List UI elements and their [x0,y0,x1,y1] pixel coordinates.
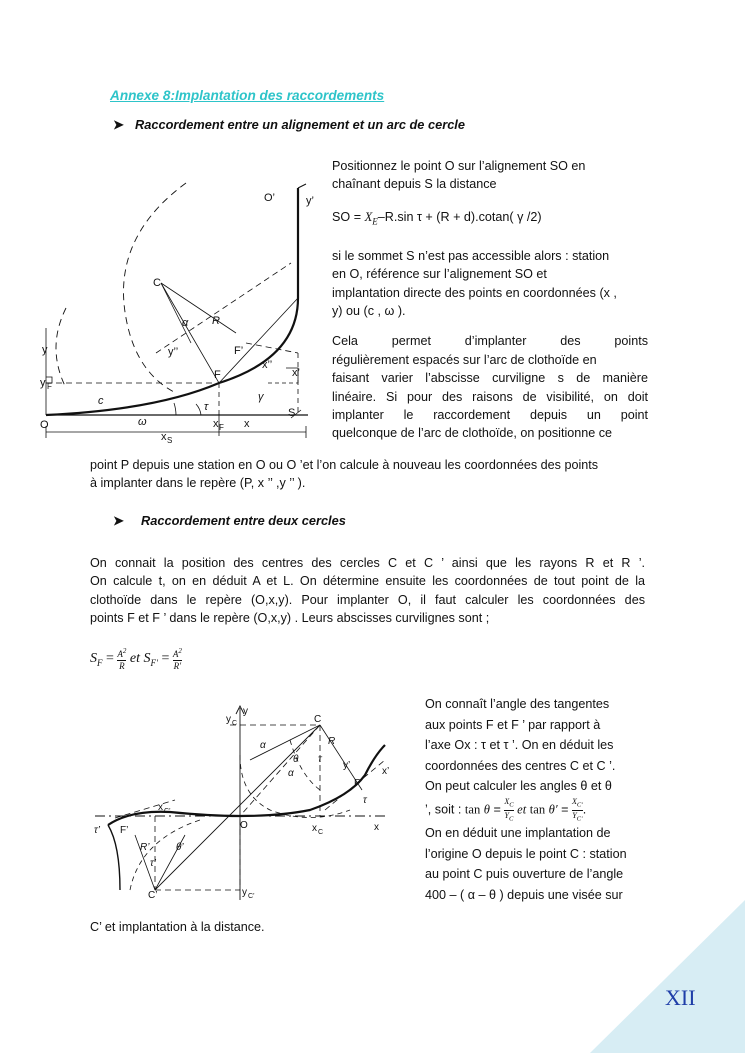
svg-text:α: α [182,317,189,329]
svg-text:τ’: τ’ [94,825,100,836]
svg-text:τ: τ [204,401,209,413]
svg-text:α: α [288,768,294,779]
svg-text:x: x [161,431,167,443]
svg-text:x’: x’ [292,367,300,379]
svg-text:x: x [158,802,163,813]
svg-text:x: x [374,822,379,833]
svg-text:y’: y’ [343,760,351,771]
svg-text:F’: F’ [120,825,129,836]
svg-text:γ: γ [258,391,264,403]
svg-text:F: F [214,369,221,381]
svg-text:x: x [213,418,219,430]
svg-text:F: F [219,423,224,432]
section2-right-text: On connaît l’angle des tangentes aux points F et F ’ par rapport à l’axe Ox : τ et τ ’. On en déduit les coordonnées des centres C et C ’. On peut calculer les angles θ et θ ’, soit : tan θ = $\frac{X_C}{Y_C}$ et tan θ′ = $\frac{X_{C'}}{Y_{C'}}$ . On en déduit une implantation de l’origine O depuis le point C : station au point C puis ouverture de l’angle 400 – ( α – θ ) depuis une visée sur [425,694,655,906]
clothoid-figure-2 [90,700,400,905]
section1-text-cont: point P depuis une station en O ou O ’et l’on calcule à nouveau les coordonnées des points à implanter dans le repère (P, x ’’ ,y ’’ ). [90,458,599,491]
annex-heading [110,88,384,103]
section1-heading: ➤ Raccordement entre un alignement et un arc de cercle [113,117,465,132]
svg-text:y’: y’ [306,195,314,207]
label-o-prime: O’ [264,192,275,204]
svg-text:R: R [328,736,336,747]
section1-text: Positionnez le point O sur l’alignement SO en chaînant depuis S la distance SO = $X_E-R.\sin$ τ + (R + d).cotan( γ /2) si le sommet S n’est pas accessible alors : station en O, référence sur l’alignement SO et implantation directe des points en coordonnées (x , y) ou (c , ω ). Cela permet d’implanter des points régulièrement espacés sur l’arc de clothoïde en faisant varier l’abscisse curviligne s de manière linéaire. Si pour des raisons de visibilité, on doit implanter le raccordement depuis un point quelconque de l’arc de clothoïde, on positionne ce [332,159,648,441]
svg-text:c: c [98,395,104,407]
svg-text:y’’: y’’ [168,346,179,358]
svg-text:θ: θ [293,754,299,765]
svg-text:x’: x’ [382,766,390,777]
svg-text:y: y [42,344,48,356]
svg-text:C: C [318,829,324,836]
section2-intro: On connait la position des centres des cercles C et C ’ ainsi que les rayons R et R ’. On calcule t, on en déduit A et L. On détermine ensuite les coordonnées de tout point de la clothoïde dans le repère (O,x,y). Pour implanter O, il faut calculer les coordonnées des points F et F ’ dans le repère (O,x,y) . Leurs abscisses curvilignes sont ; [90,556,645,626]
page-number: XII [665,985,696,1010]
svg-text:O: O [240,820,248,831]
svg-text:ω: ω [138,416,147,428]
svg-text:α: α [260,740,266,751]
svg-text:τ: τ [363,795,367,806]
svg-text:C: C [153,277,161,289]
svg-text:S: S [167,436,173,445]
annex-label: Annexe 8: [110,88,175,103]
svg-text:F: F [354,778,361,789]
svg-text:τ: τ [318,754,322,765]
svg-text:y: y [242,887,247,898]
svg-text:θ’: θ’ [176,842,184,853]
svg-text:C’: C’ [148,890,158,901]
svg-text:y: y [243,706,248,717]
arrow-bullet-icon: ➤ [113,513,124,528]
tan-formula: ’, soit : tan θ = $\frac{X_C}{Y_C}$ et tan θ′ = $\frac{X_{C'}}{Y_{C'}}$ . [425,796,587,823]
svg-text:C’: C’ [164,808,171,815]
svg-text:x: x [244,418,250,430]
svg-text:O: O [40,419,49,431]
clothoid-figure-1 [36,178,332,448]
svg-text:S: S [288,407,296,419]
svg-text:F: F [47,382,52,391]
curvilinear-formula: $S_F$ = $\frac{A^2}{R}$ et $S_{F'}$ = $\frac{A^2}{R'}$ [90,647,182,671]
section2-heading: ➤ Raccordement entre deux cercles [113,513,346,528]
svg-text:y: y [40,377,46,389]
svg-text:R’: R’ [140,842,150,853]
so-formula: SO = $X_E-R.\sin$ τ + (R + d).cotan( γ /2) [332,209,542,227]
svg-text:R: R [212,315,220,327]
svg-text:x: x [312,823,317,834]
arrow-bullet-icon: ➤ [113,117,124,132]
svg-text:C’: C’ [248,893,255,900]
svg-text:C: C [232,720,238,727]
svg-text:F’: F’ [234,345,244,357]
svg-text:C: C [314,714,322,725]
svg-text:x’’: x’’ [262,359,273,371]
annex-title: Implantation des raccordements [174,88,385,103]
svg-text:y: y [226,714,231,725]
svg-text:τ’: τ’ [150,858,156,869]
section2-last-line: C’ et implantation à la distance. [90,920,265,934]
